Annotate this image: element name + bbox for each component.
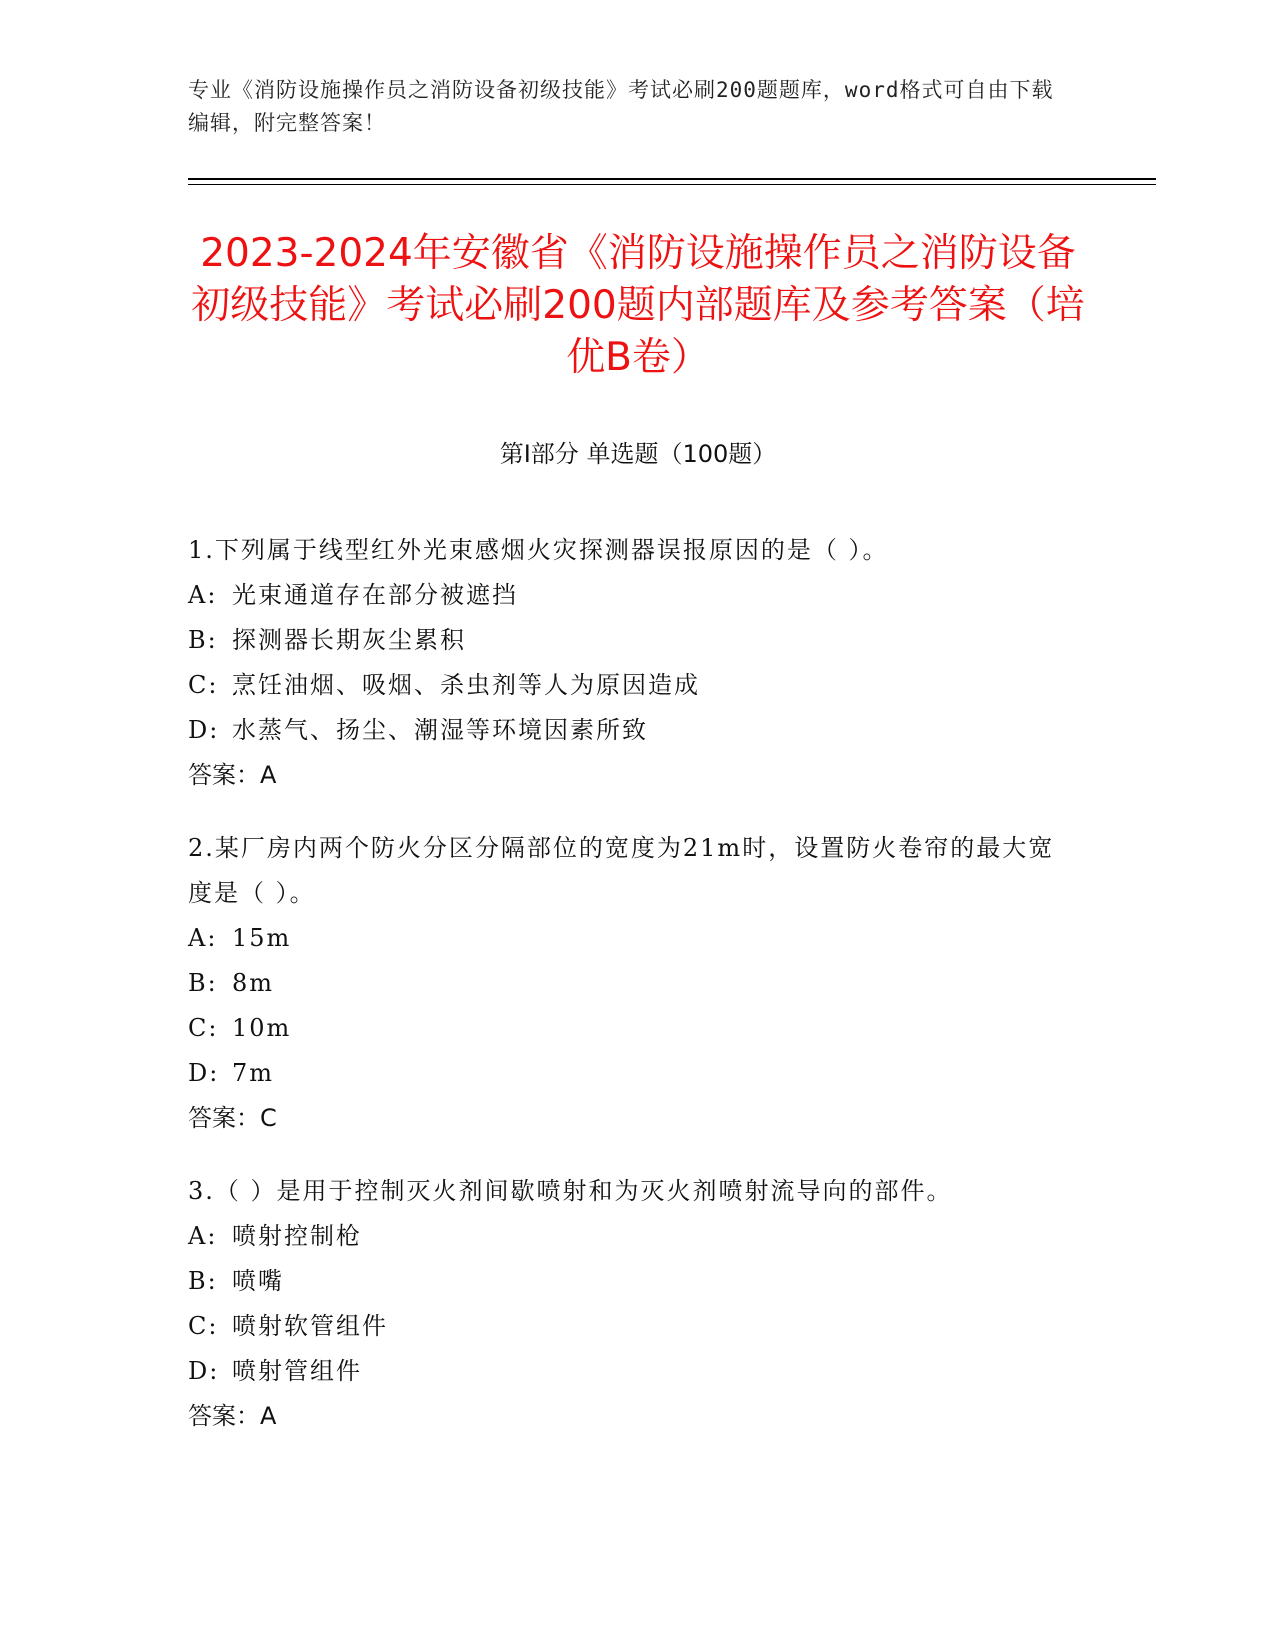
question-1	[188, 528, 1068, 798]
option-text: 7m	[232, 1059, 275, 1087]
option-a	[188, 916, 1068, 961]
header-note: 专业《消防设施操作员之消防设备初级技能》考试必刷200题题库，word格式可自由下载编辑，附完整答案！	[188, 78, 1054, 135]
answer-line: 答案：A	[188, 761, 277, 789]
option-letter: C:	[188, 1312, 219, 1340]
option-letter: B:	[188, 969, 218, 997]
option-c	[188, 663, 1068, 708]
option-d	[188, 1349, 1068, 1394]
option-b	[188, 618, 1068, 663]
option-letter: B:	[188, 1267, 218, 1295]
question-2	[188, 826, 1068, 1141]
option-text: 15m	[232, 924, 292, 952]
question-stem: 3.（ ）是用于控制灭火剂间歇喷射和为灭火剂喷射流导向的部件。	[188, 1177, 953, 1205]
option-text: 8m	[232, 969, 275, 997]
option-text: 喷射软管组件	[232, 1312, 388, 1340]
option-b	[188, 961, 1068, 1006]
option-a	[188, 573, 1068, 618]
header-divider-thick	[188, 178, 1156, 180]
header-divider-thin	[188, 184, 1156, 185]
option-letter: D:	[188, 1059, 220, 1087]
option-text: 光束通道存在部分被遮挡	[232, 581, 518, 609]
answer-line: 答案：A	[188, 1402, 277, 1430]
option-text: 探测器长期灰尘累积	[232, 626, 466, 654]
answer-line: 答案：C	[188, 1104, 277, 1132]
option-letter: B:	[188, 626, 218, 654]
option-letter: D:	[188, 716, 220, 744]
section-heading: 第I部分 单选题（100题）	[499, 440, 777, 468]
option-letter: C:	[188, 671, 219, 699]
option-c	[188, 1006, 1068, 1051]
question-list	[188, 528, 1068, 1467]
option-letter: C:	[188, 1014, 219, 1042]
option-b	[188, 1259, 1068, 1304]
option-letter: D:	[188, 1357, 220, 1385]
question-stem: 1.下列属于线型红外光束感烟火灾探测器误报原因的是（ ）。	[188, 536, 889, 564]
question-3	[188, 1169, 1068, 1439]
option-letter: A:	[188, 581, 218, 609]
option-text: 烹饪油烟、吸烟、杀虫剂等人为原因造成	[232, 671, 700, 699]
option-text: 喷射管组件	[232, 1357, 362, 1385]
option-d	[188, 708, 1068, 753]
option-text: 10m	[232, 1014, 292, 1042]
option-d	[188, 1051, 1068, 1096]
option-letter: A:	[188, 924, 218, 952]
option-a	[188, 1214, 1068, 1259]
document-title: 2023-2024年安徽省《消防设施操作员之消防设备初级技能》考试必刷200题内部题库及参考答案（培优B卷）	[191, 231, 1085, 380]
option-text: 喷射控制枪	[232, 1222, 362, 1250]
option-text: 水蒸气、扬尘、潮湿等环境因素所致	[232, 716, 648, 744]
question-stem: 2.某厂房内两个防火分区分隔部位的宽度为21m时，设置防火卷帘的最大宽度是（ ）。	[188, 834, 1055, 907]
option-letter: A:	[188, 1222, 218, 1250]
option-c	[188, 1304, 1068, 1349]
option-text: 喷嘴	[232, 1267, 284, 1295]
